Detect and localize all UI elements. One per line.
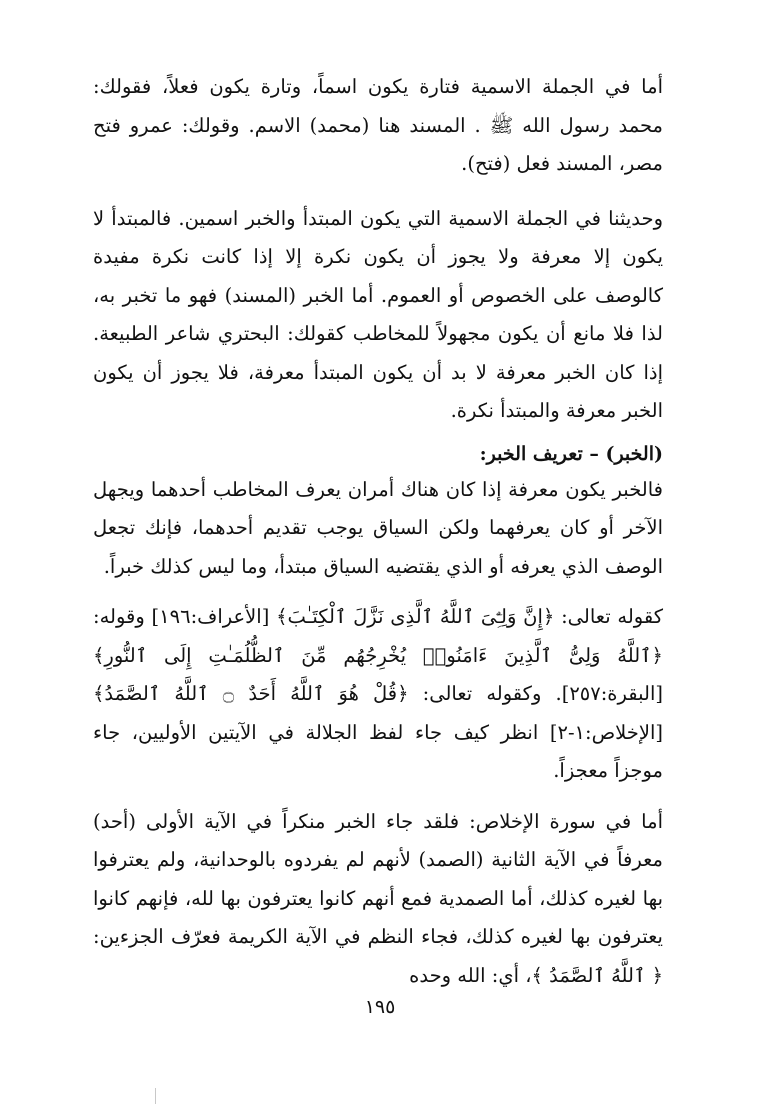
page-number: ١٩٥: [364, 996, 396, 1018]
paragraph-quran-examples: كقوله تعالى: ﴿إِنَّ وَلِـِّۧىَ ٱللَّهُ ٱلَّذِى نَزَّلَ ٱلْكِتَـٰبَ﴾ [الأعراف:١٩٦] وقوله: ﴿ٱللَّهُ وَلِىُّ ٱلَّذِينَ ءَامَنُوا۟ يُخْرِجُهُم مِّنَ ٱلظُّلُمَـٰتِ إِلَى ٱلنُّورِ﴾ [البقرة:٢٥٧]. وكقوله تعالى: ﴿قُلْ هُوَ ٱللَّهُ أَحَدٌ ۝ ٱللَّهُ ٱلصَّمَدُ﴾ [الإخلاص:١-٢] انظر كيف جاء لفظ الجلالة في الآيتين الأوليين، جاء موجزاً معجزاً.: [93, 605, 664, 782]
section-heading: (الخبر) – تعريف الخبر:: [479, 442, 663, 465]
paragraph-surat-al-ikhlas: أما في سورة الإخلاص: فلقد جاء الخبر منكراً في الآية الأولى (أحد) معرفاً في الآية الثانية (الصمد) لأنهم لم يفردوه بالوحدانية، ولم يعترفوا بها لغيره كذلك، أما الصمدية فمع أنهم كانوا يعترفون بها لله، فإنهم كانوا يعترفون بها لغيره كذلك، فجاء النظم في الآية الكريمة فعرّف الجزءين: ﴿ ٱللَّهُ ٱلصَّمَدُ ﴾، أي: الله وحده: [93, 809, 663, 987]
scan-edge-divider: [155, 1088, 156, 1104]
page-body: [93, 68, 663, 995]
paragraph-subject-predicate: وحديثنا في الجملة الاسمية التي يكون المبتدأ والخبر اسمين. فالمبتدأ لا يكون إلا معرفة ولا يجوز أن يكون نكرة إلا إذا كانت نكرة مفيدة كالوصف على الخصوص أو العموم. أما الخبر (المسند) فهو ما تخبر به، لذا فلا مانع أن يكون مجهولاً للمخاطب كقولك: البحتري شاعر الطبيعة. إذا كان الخبر معرفة لا بد أن يكون المبتدأ معرفة، فلا يجوز أن يكون الخبر معرفة والمبتدأ نكرة.: [93, 206, 663, 422]
paragraph-definite-predicate: فالخبر يكون معرفة إذا كان هناك أمران يعرف المخاطب أحدهما ويجهل الآخر أو كان يعرفهما ولكن السياق يوجب تقديم أحدهما، فإنك تجعل الوصف الذي يعرفه أو الذي يقتضيه السياق مبتدأ، وما ليس كذلك خبراً.: [93, 477, 663, 578]
paragraph-nominal-sentence: أما في الجملة الاسمية فتارة يكون اسماً، وتارة يكون فعلاً، فقولك: محمد رسول الله ﷺ . المسند هنا (محمد) الاسم. وقولك: عمرو فتح مصر، المسند فعل (فتح).: [93, 75, 663, 175]
